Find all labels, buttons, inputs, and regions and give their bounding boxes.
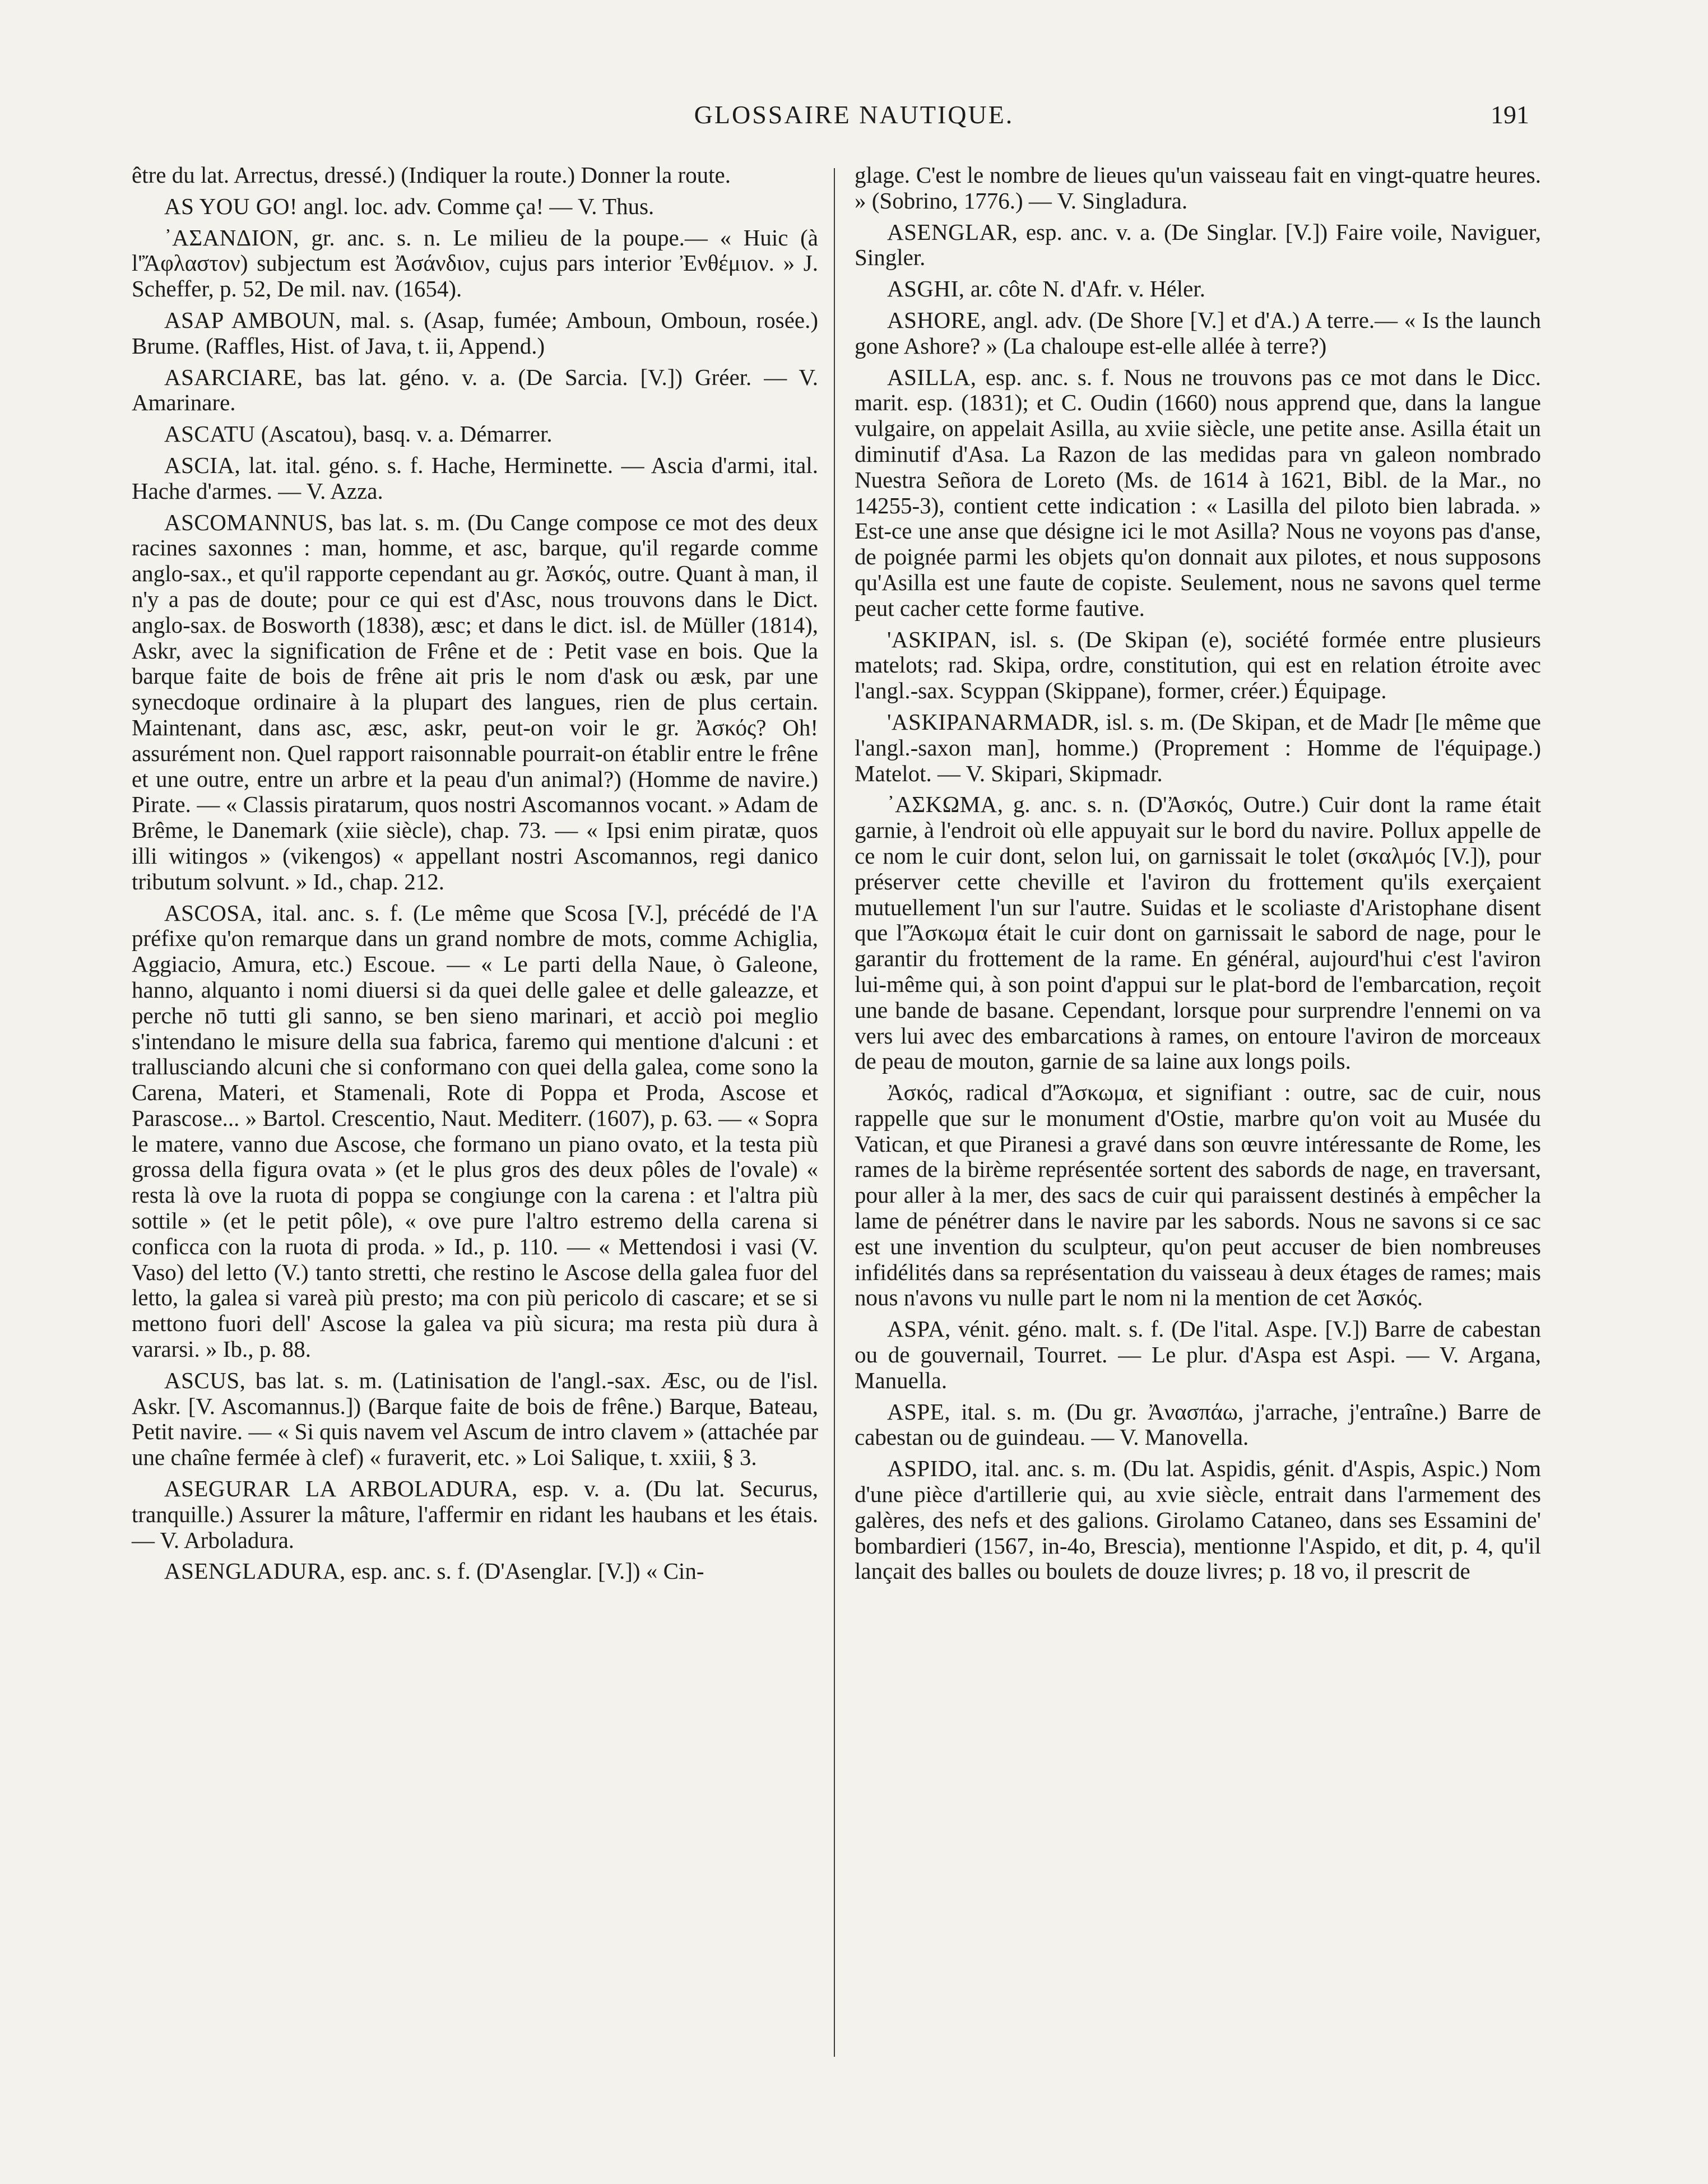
entry-text: lat. ital. géno. s. f. Hache, Herminette. — Ascia d'armi, ital. Hache d'armes. — V. Azza. bbox=[132, 452, 818, 504]
entry-headword: ᾿ΑΣΑΝΔΙΟΝ, bbox=[164, 224, 299, 251]
running-title: GLOSSAIRE NAUTIQUE. bbox=[694, 100, 1014, 129]
entry-text: bas lat. géno. v. a. (De Sarcia. [V.]) Gréer. — V. Amarinare. bbox=[132, 364, 818, 416]
entry-headword: ASGHI, bbox=[887, 276, 965, 302]
entry-text: g. anc. s. n. (D'Ἀσκός, Outre.) Cuir dont la rame était garnie, à l'endroit où elle appuyait sur le bord du navire. Pollux appelle de ce nom le cuir dont, selon lui, on garnissait le tolet (σκαλμός [V.]), pour préserver cette cheville et l'aviron du frottement qu'ils exerçaient mutuellement l'un sur l'autre. Suidas et le scoliaste d'Aristophane disent que l'Ἄσκωμα était le cuir dont on garnissait le sabord de nage, pour le garantir du frottement de la rame. En général, aujourd'hui c'est l'aviron lui-même qui, à son point d'appui sur le plat-bord de l'embarcation, reçoit une bande de basane. Cependant, lorsque pour surprendre l'ennemi on va vers lui avec des embarcations à rames, on entoure l'aviron de morceaux de peau de mouton, garnie de sa laine aux longs poils. bbox=[855, 791, 1541, 1074]
entry bbox=[855, 220, 1541, 271]
entry bbox=[132, 194, 818, 220]
entry-text: angl. loc. adv. Comme ça! — V. Thus. bbox=[298, 193, 655, 219]
entry-text: isl. s. (De Skipan (e), société formée entre plusieurs matelots; rad. Skipa, ordre, constitution, qui est en relation étroite avec l'angl.-sax. Scyppan (Skippane), former, créer.) Équipage. bbox=[855, 626, 1541, 704]
entry bbox=[855, 1080, 1541, 1311]
page-header bbox=[0, 100, 1708, 139]
page-number: 191 bbox=[1491, 100, 1529, 129]
entry-text: vénit. géno. malt. s. f. (De l'ital. Aspe. [V.]) Barre de cabestan ou de gouvernail, Tourret. — Le plur. d'Aspa est Aspi. — V. Argana, Manuella. bbox=[855, 1316, 1541, 1393]
entry-headword: ASHORE, bbox=[887, 307, 987, 333]
entry-headword: ASARCIARE, bbox=[164, 364, 303, 390]
entry-headword: ASCIA, bbox=[164, 452, 241, 478]
entry bbox=[855, 308, 1541, 359]
entry bbox=[132, 510, 818, 895]
entry-headword: ASCATU bbox=[164, 421, 256, 447]
entry bbox=[855, 710, 1541, 786]
entry bbox=[855, 627, 1541, 704]
entry-headword: ᾿ΑΣΚΩΜΑ, bbox=[887, 791, 1004, 818]
entry-headword: ASENGLAR, bbox=[887, 219, 1018, 245]
entry-text: ar. côte N. d'Afr. v. Héler. bbox=[964, 276, 1205, 302]
entry-headword: ASPIDO, bbox=[887, 1455, 978, 1482]
entry bbox=[855, 1316, 1541, 1393]
entry-text: glage. C'est le nombre de lieues qu'un vaisseau fait en vingt-quatre heures. » (Sobrino, 1776.) — V. Singladura. bbox=[855, 162, 1541, 214]
entry-headword: ASCOSA, bbox=[164, 899, 263, 926]
entry-text: ital. s. m. (Du gr. Ἀνασπάω, j'arrache, j'entraîne.) Barre de cabestan ou de guindeau. — V. Manovella. bbox=[855, 1398, 1541, 1450]
entry-headword: ASILLA, bbox=[887, 364, 977, 390]
entry bbox=[132, 308, 818, 359]
entry bbox=[132, 1368, 818, 1471]
entry bbox=[855, 1456, 1541, 1584]
entry-text: esp. anc. s. f. Nous ne trouvons pas ce mot dans le Dicc. marit. esp. (1831); et C. Oudin (1660) nous apprend que, dans la langue vulgaire, on appelait Asilla, au xviie siècle, une petite anse. Asilla était un diminutif d'Asa. La Razon de las medidas para vn galeon nombrado Nuestra Señora de Loreto (Ms. de 1614 à 1621, Bibl. de la Mar., no 14255-3), contient cette indication : « Lasilla del piloto bien labrada. » Est-ce une anse que désigne ici le mot Asilla? Nous ne voyons pas d'anse, de poignée parmi les objets qu'on donnait aux pilotes, et nous supposons qu'Asilla est une faute de copiste. Seulement, nous ne savons quel terme peut cacher cette forme fautive. bbox=[855, 364, 1541, 621]
entry bbox=[132, 225, 818, 302]
entry-text: esp. anc. v. a. (De Singlar. [V.]) Faire voile, Naviguer, Singler. bbox=[855, 219, 1541, 271]
entry-text: esp. anc. s. f. (D'Asenglar. [V.]) « Cin- bbox=[345, 1558, 704, 1584]
entry bbox=[132, 1559, 818, 1584]
entry-headword: ASEGURAR LA ARBOLADURA, bbox=[164, 1476, 518, 1502]
right-column bbox=[855, 163, 1541, 2079]
entry bbox=[132, 421, 818, 447]
entry-text: isl. s. m. (De Skipan, et de Madr [le même que l'angl.-saxon man], homme.) (Proprement : Homme de l'équipage.) Matelot. — V. Skipari, Skipmadr. bbox=[855, 708, 1541, 786]
entry-text: bas lat. s. m. (Latinisation de l'angl.-sax. Æsc, ou de l'isl. Askr. [V. Ascomannus.]) (Barque faite de bois de frêne.) Barque, Bateau, Petit navire. — « Si quis navem vel Ascum de intro clavem » (attachée par une chaîne fermée à clef) « furaverit, etc. » Loi Salique, t. xxiii, § 3. bbox=[132, 1367, 818, 1471]
entry bbox=[132, 1476, 818, 1553]
entry-continuation bbox=[132, 163, 818, 188]
entry bbox=[132, 365, 818, 416]
entry-text: gr. anc. s. n. Le milieu de la poupe.— « Huic (à l'Ἄφλαστον) subjectum est Ἀσάνδιον, cujus pars interior Ἐνθέμιον. » J. Scheffer, p. 52, De mil. nav. (1654). bbox=[132, 224, 818, 302]
entry-headword: AS YOU GO! bbox=[164, 193, 298, 219]
entry-headword: ASCUS, bbox=[164, 1367, 246, 1393]
entry-text: esp. v. a. (Du lat. Securus, tranquille.) Assurer la mâture, l'affermir en ridant les haubans et les étais. — V. Arboladura. bbox=[132, 1476, 818, 1553]
entry-text: ital. anc. s. m. (Du lat. Aspidis, génit. d'Aspis, Aspic.) Nom d'une pièce d'artillerie qui, au xvie siècle, entrait dans l'armement des galères, des nefs et des galions. Girolamo Cataneo, dans ses Essamini de' bombardieri (1567, in-4o, Brescia), mentionne l'Aspido, et dit, p. 4, qu'il lançait des balles ou boulets de douze livres; p. 18 vo, il prescrit de bbox=[855, 1455, 1541, 1584]
entry-text: Ἀσκός, radical d'Ἄσκωμα, et signifiant : outre, sac de cuir, nous rappelle que sur le monument d'Ostie, marbre qu'on voit au Musée du Vatican, et que Piranesi a gravé dans son œuvre intéressante de Rome, les rames de la birème représentée sortent des sabords de nage, en traversant, pour aller à la mer, des sacs de cuir qui paraissent destinés à empêcher la lame de pénétrer dans le navire par les sabords. Nous ne savons si ce sac est une invention du sculpteur, qu'on peut accuser de bien nombreuses infidélités dans sa représentation du vaisseau à deux étages de rames; mais nous n'avons vu nulle part le nom ni la mention de cet Ἀσκός. bbox=[855, 1079, 1541, 1311]
entry-text: être du lat. Arrectus, dressé.) (Indiquer la route.) Donner la route. bbox=[132, 162, 731, 188]
entry-text: ital. anc. s. f. (Le même que Scosa [V.], précédé de l'A préfixe qu'on remarque dans un grand nombre de mots, comme Achiglia, Aggiacio, Amura, etc.) Escoue. — « Le parti della Naue, ò Galeone, hanno, alquanto i nomi diuersi si da quei delle galee et delle galeazze, et perche nō tutti gli sanno, se ben sieno marinari, et acciò poi meglio s'intendano le misure della sua fabrica, faremo qui mentione d'alcuni : et trallusciando alcuni che si conformano con quei della galea, come sono la Carena, Materi, et Stamenali, Rote di Poppa et Proda, Ascose et Parascose... » Bartol. Crescentio, Naut. Mediterr. (1607), p. 63. — « Sopra le matere, vanno due Ascose, che formano un piano ovato, et la testa più grossa della figura ovata » (et le plus gros des deux pôles de l'ovale) « resta là ove la ruota di poppa se congiunge con la carena : et l'altra più sottile » (et le petit pôle), « ove pure l'altro estremo della carena si conficca con la ruota di proda. » Id., p. 110. — « Mettendosi i vasi (V. Vaso) del letto (V.) tanto stretti, che restino le Ascose della galea fuor del letto, la galea si vareà più presto; ma con più pericolo di cascare; et se si mettono fuori dell' Ascose la galea va più sicura; ma resta più dura à vararsi. » Ib., p. 88. bbox=[132, 899, 818, 1362]
left-column bbox=[132, 163, 818, 2079]
entry-headword: 'ASKIPANARMADR, bbox=[887, 708, 1100, 735]
entry-text: mal. s. (Asap, fumée; Amboun, Omboun, rosée.) Brume. (Raffles, Hist. of Java, t. ii, Append.) bbox=[132, 307, 818, 359]
entry-headword: ASPA, bbox=[887, 1316, 951, 1342]
entry bbox=[855, 276, 1541, 302]
entry bbox=[132, 453, 818, 504]
entry-headword: ASENGLADURA, bbox=[164, 1558, 346, 1584]
entry bbox=[132, 901, 818, 1362]
entry bbox=[855, 1399, 1541, 1451]
entry-text: bas lat. s. m. (Du Cange compose ce mot des deux racines saxonnes : man, homme, et asc, barque, qu'il regarde comme anglo-sax., et qu'il rapporte cependant au gr. Ἀσκός, outre. Quant à man, il n'y a pas de doute; pour ce qui est d'Asc, nous trouvons dans le Dict. anglo-sax. de Bosworth (1838), æsc; et dans le dict. isl. de Müller (1814), Askr, avec la signification de Frêne et de : Petit vase en bois. Que la barque faite de bois de frêne ait pris le nom d'ask ou æsk, par une synecdoque ordinaire à la plupart des langues, rien de plus certain. Maintenant, dans asc, æsc, askr, peut-on voir le gr. Ἀσκός? Oh! assurément non. Quel rapport raisonnable pourrait-on établir entre le frêne et une outre, entre un arbre et la peau d'un animal?) (Homme de navire.) Pirate. — « Classis piratarum, quos nostri Ascomannos vocant. » Adam de Brême, le Danemark (xiie siècle), chap. 73. — « Ipsi enim piratæ, quos illi witingos » (vikengos) « appellant nostri Ascomannos, regi danico tributum solvunt. » Id., chap. 212. bbox=[132, 509, 818, 894]
entry-headword: ASCOMANNUS, bbox=[164, 509, 334, 535]
entry-text: (Ascatou), basq. v. a. Démarrer. bbox=[255, 421, 553, 447]
entry bbox=[855, 365, 1541, 622]
entry-continuation bbox=[855, 163, 1541, 214]
entry-headword: ASPE, bbox=[887, 1398, 951, 1425]
entry-headword: 'ASKIPAN, bbox=[887, 626, 997, 652]
entry-headword: ASAP AMBOUN, bbox=[164, 307, 342, 333]
column-divider bbox=[834, 168, 835, 2057]
entry-text: angl. adv. (De Shore [V.] et d'A.) A terre.— « Is the launch gone Ashore? » (La chaloupe est-elle allée à terre?) bbox=[855, 307, 1541, 359]
entry bbox=[855, 792, 1541, 1074]
